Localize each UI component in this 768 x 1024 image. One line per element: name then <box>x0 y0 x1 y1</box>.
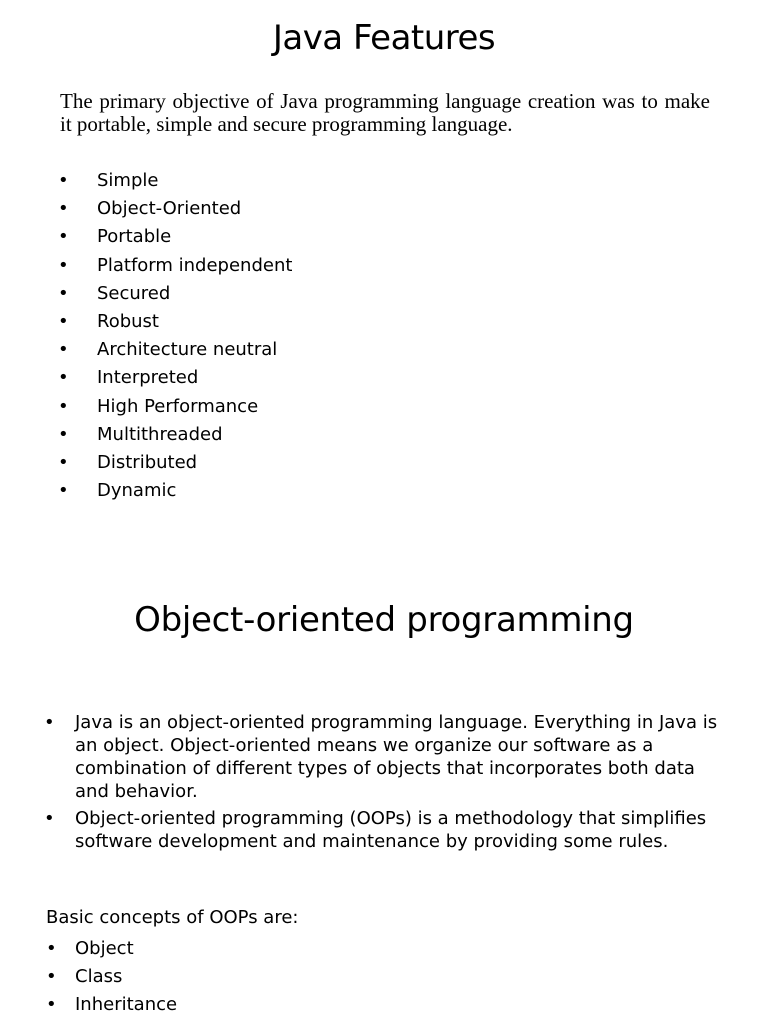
concepts-list <box>46 935 177 1019</box>
bullet-icon: • <box>58 480 69 502</box>
oop-points-list <box>44 711 724 857</box>
slide-title: Java Features <box>272 18 496 58</box>
bullet-icon: • <box>58 198 69 220</box>
list-item-label: Inheritance <box>75 994 178 1015</box>
list-item <box>58 252 292 280</box>
list-item <box>58 280 292 308</box>
list-item <box>44 711 724 803</box>
bullet-icon: • <box>44 712 55 733</box>
features-list <box>58 167 292 505</box>
bullet-icon: • <box>58 254 69 276</box>
slide-title: Object-oriented programming <box>134 600 634 640</box>
slide-oop <box>0 580 768 1024</box>
list-item <box>58 393 292 421</box>
list-item <box>58 167 292 195</box>
list-item-label: Platform independent <box>97 254 293 276</box>
list-item-label: Secured <box>97 282 171 304</box>
bullet-icon: • <box>44 808 55 829</box>
intro-paragraph: The primary objective of Java programming language creation was to make it portable, simple and secure programming language. <box>60 89 710 136</box>
concepts-heading: Basic concepts of OOPs are: <box>46 907 299 928</box>
list-item <box>58 223 292 251</box>
bullet-icon: • <box>58 170 69 191</box>
list-item-label: Distributed <box>97 451 198 473</box>
bullet-icon: • <box>58 310 69 332</box>
bullet-icon: • <box>46 994 57 1015</box>
list-item <box>46 963 177 991</box>
list-item <box>58 308 292 336</box>
list-item <box>58 336 292 364</box>
bullet-icon: • <box>58 226 69 248</box>
list-item-label: Dynamic <box>97 480 177 502</box>
list-item <box>58 477 292 505</box>
list-item <box>58 449 292 477</box>
list-item <box>46 935 177 963</box>
list-item-label: Multithreaded <box>97 423 223 445</box>
list-item-text: Object-oriented programming (OOPs) is a methodology that simplifies software development and maintenance by providing some rules. <box>75 808 707 852</box>
list-item-label: Architecture neutral <box>97 339 278 361</box>
list-item-label: Portable <box>97 226 172 248</box>
list-item-label: High Performance <box>97 395 259 417</box>
list-item-label: Interpreted <box>97 367 199 389</box>
bullet-icon: • <box>58 423 69 445</box>
bullet-icon: • <box>58 339 69 361</box>
list-item-label: Class <box>75 966 123 987</box>
list-item <box>58 364 292 392</box>
bullet-icon: • <box>58 282 69 304</box>
list-item-label: Object-Oriented <box>97 198 242 220</box>
list-item <box>46 991 177 1019</box>
bullet-icon: • <box>58 451 69 473</box>
list-item-label: Simple <box>97 170 159 191</box>
bullet-icon: • <box>58 367 69 389</box>
list-item-label: Object <box>75 938 134 959</box>
list-item-text: Java is an object-oriented programming language. Everything in Java is an object. Object-oriented means we organize our software as a combination of different types of objects that incorporates both data and behavior. <box>75 712 718 802</box>
list-item <box>58 195 292 223</box>
list-item <box>58 421 292 449</box>
list-item <box>44 807 724 853</box>
bullet-icon: • <box>46 938 57 959</box>
bullet-icon: • <box>58 395 69 417</box>
bullet-icon: • <box>46 966 57 987</box>
list-item-label: Robust <box>97 310 159 332</box>
